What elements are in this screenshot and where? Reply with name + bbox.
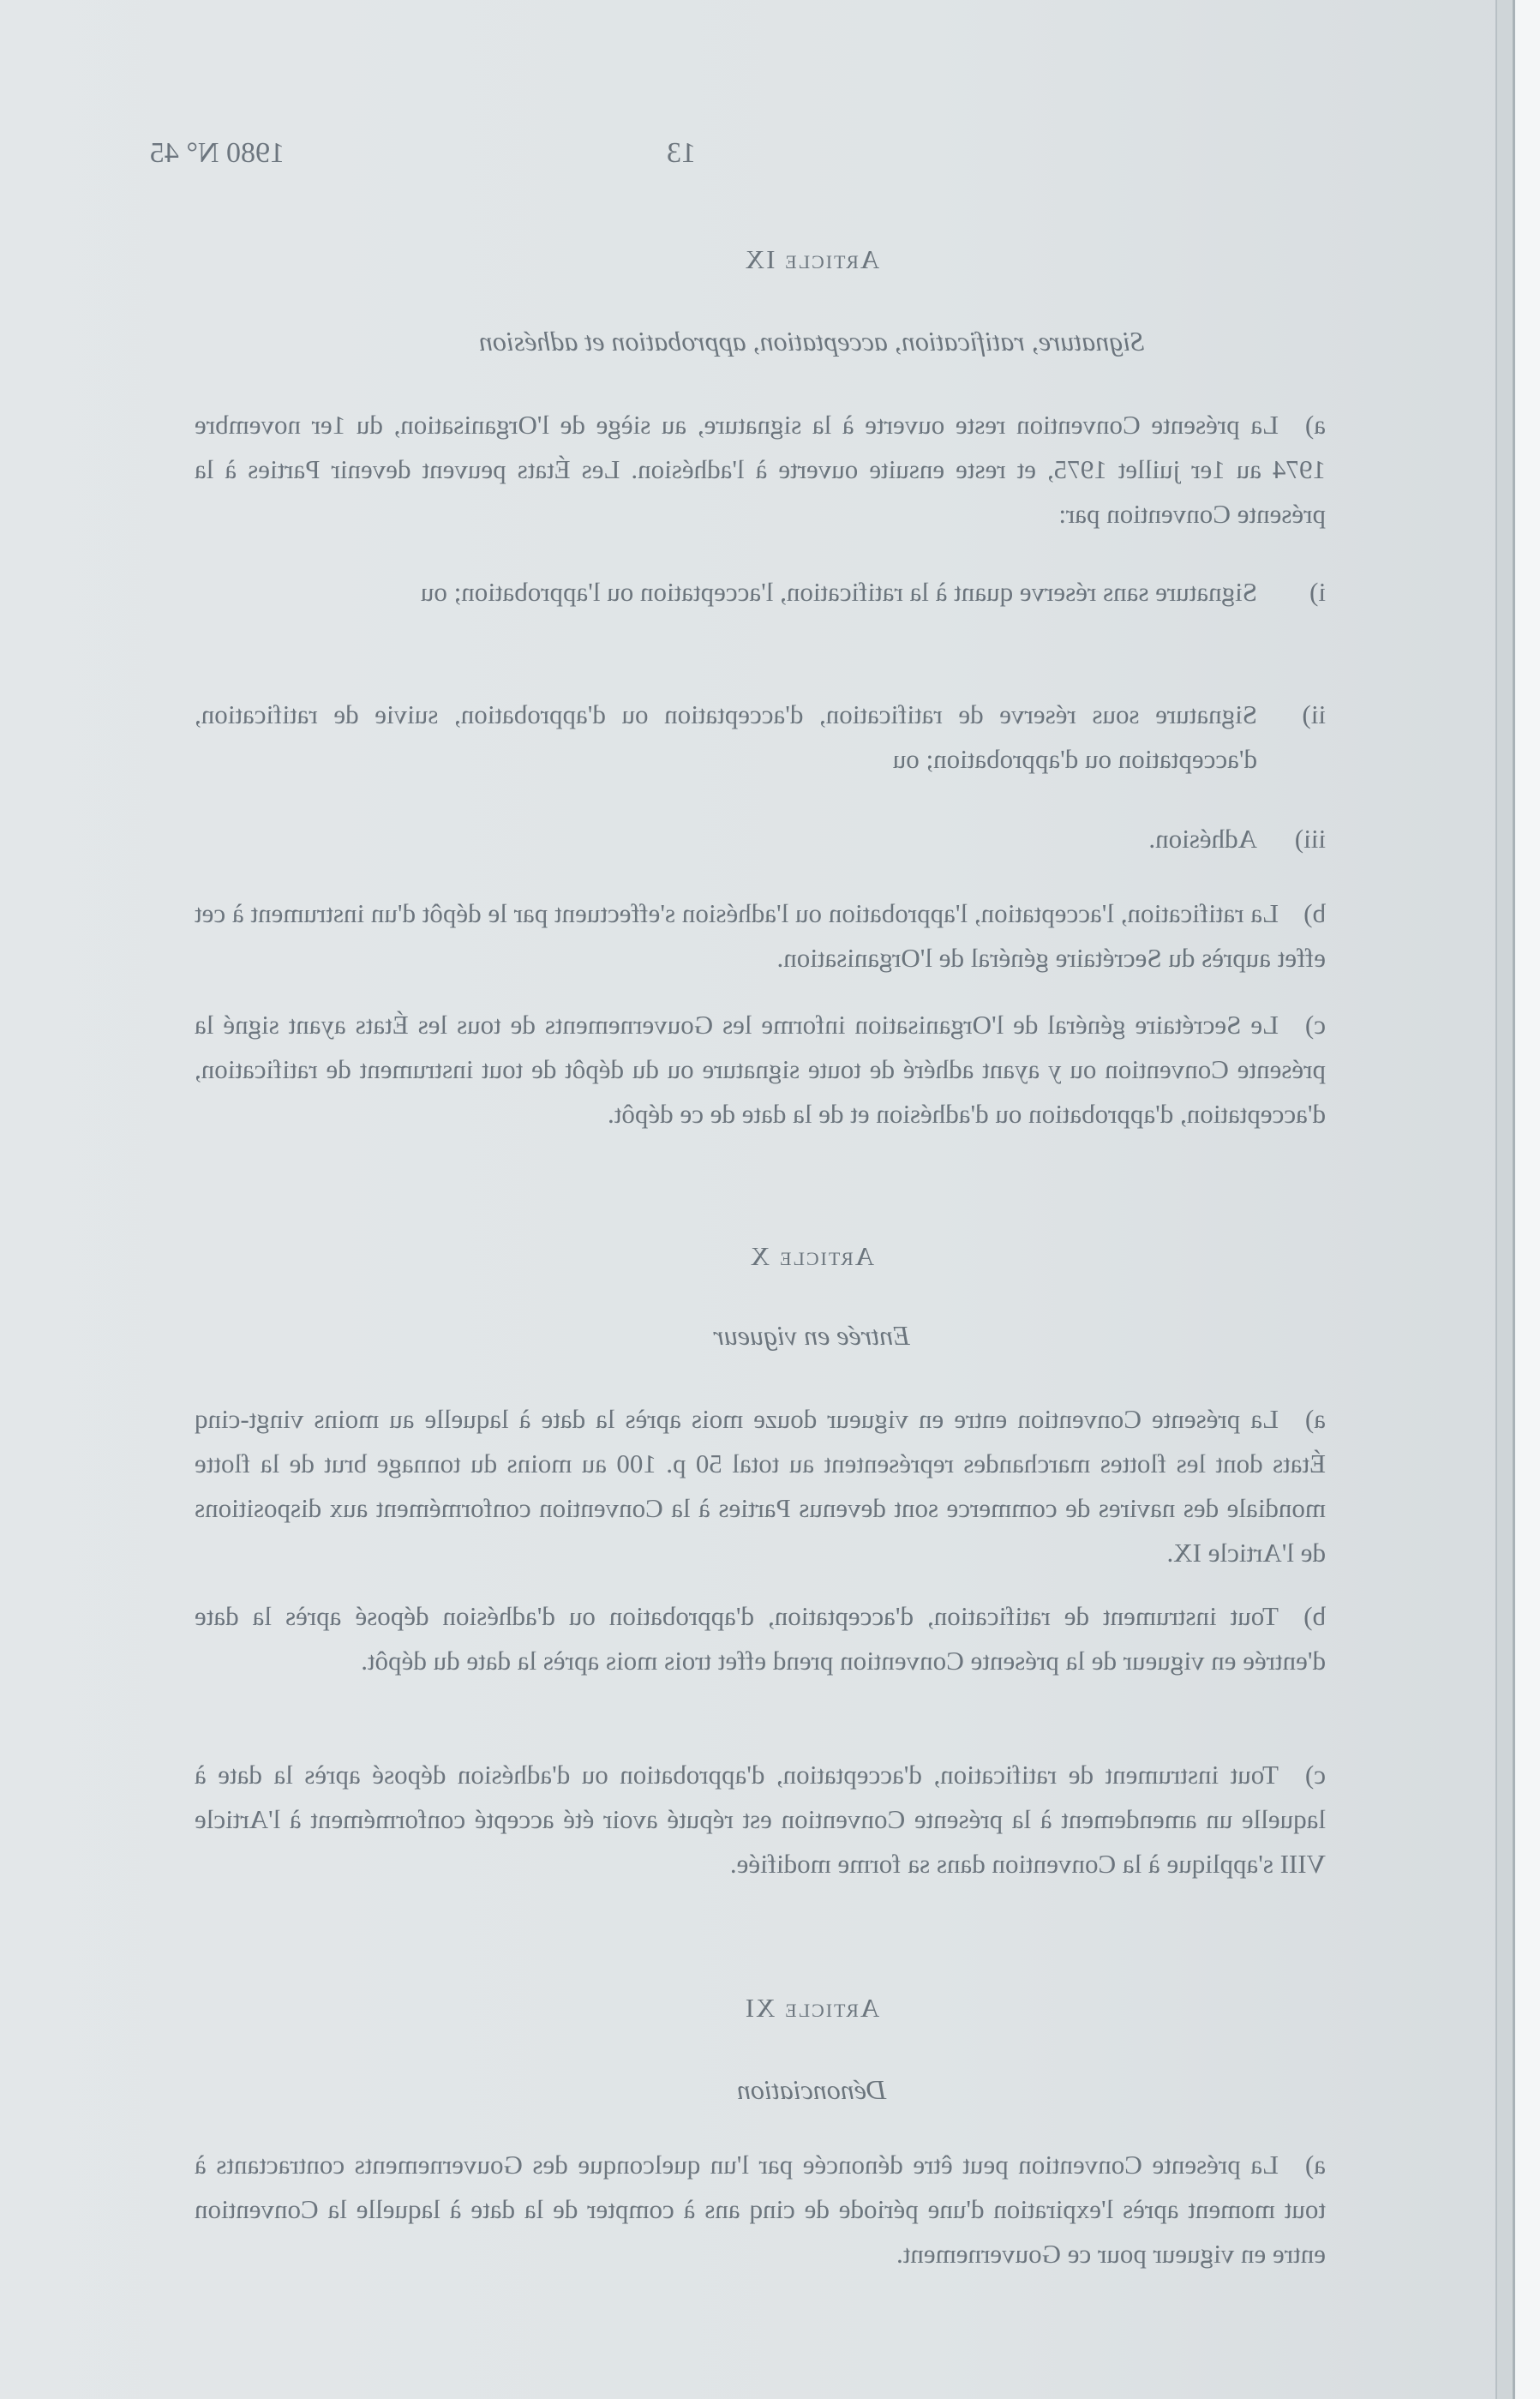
article-x-para-b bbox=[195, 1594, 1326, 1683]
article-ix-para-b bbox=[195, 891, 1326, 981]
item-text: Adhésion. bbox=[1148, 824, 1257, 854]
article-x-para-a bbox=[195, 1397, 1326, 1575]
page-edge bbox=[1513, 0, 1540, 2399]
para-text: La présente Convention peut être dénoncée par l'un quelconque des Gouvernements contractants à tout moment après l'expiration d'une période de cinq ans à compter de la date à laquelle la Convention entre en vigueur pour ce Gouvernement. bbox=[195, 2150, 1326, 2269]
article-xi-subtitle: Dénonciation bbox=[736, 2074, 887, 2105]
para-text: La présente Convention reste ouverte à la signature, au siège de l'Organisation, du 1er novembre 1974 au 1er juillet 1975, et reste ensuite ouverte à l'adhésion. Les États peuvent devenir Parties à la présente Convention par: bbox=[195, 410, 1326, 529]
item-text: Signature sous réserve de ratification, d'acceptation ou d'approbation, suivie de ratification, d'acceptation ou d'approbation; ou bbox=[195, 699, 1257, 774]
article-ix-para-a bbox=[195, 403, 1326, 537]
page-gutter-shadow bbox=[1495, 0, 1514, 2399]
article-xi-heading: Article XI bbox=[743, 1993, 880, 2023]
para-text: La ratification, l'acceptation, l'approbation ou l'adhésion s'effectuent par le dépôt d'un instrument à cet effet auprès du Secrétaire général de l'Organisation. bbox=[195, 898, 1326, 973]
article-ix-heading: Article IX bbox=[743, 244, 880, 274]
article-ix-item-i bbox=[195, 570, 1326, 615]
article-xi-para-a bbox=[195, 2143, 1326, 2276]
article-ix-item-iii bbox=[195, 817, 1326, 861]
item-label: i) bbox=[1309, 577, 1326, 607]
article-ix-item-ii bbox=[195, 693, 1326, 782]
para-text: Le Secrétaire général de l'Organisation informe les Gouvernements de tous les États ayant signé la présente Convention ou y ayant adhéré de toute signature ou du dépôt de tout instrument de ratification, d'acceptation, d'approbation ou d'adhésion et de la date de ce dépôt. bbox=[195, 1010, 1326, 1129]
para-label: c) bbox=[1304, 1010, 1326, 1040]
para-text: La présente Convention entre en vigueur douze mois après la date à laquelle au moins vingt-cinq États dont les flottes marchandes représentent au total 50 p. 100 au moins du tonnage brut de la flotte mondiale des navires de commerce sont devenus Parties à la Convention conformément aux dispositions de l'Article IX. bbox=[195, 1404, 1326, 1568]
article-x-heading: Article X bbox=[748, 1241, 875, 1271]
para-label: b) bbox=[1303, 1601, 1326, 1631]
para-label: a) bbox=[1304, 1404, 1326, 1434]
item-label: iii) bbox=[1294, 824, 1326, 854]
item-label: ii) bbox=[1302, 699, 1326, 729]
para-label: b) bbox=[1303, 898, 1326, 928]
para-label: a) bbox=[1304, 2150, 1326, 2180]
article-ix-subtitle: Signature, ratification, acceptation, approbation et adhésion bbox=[478, 326, 1145, 357]
article-x-subtitle: Entrée en vigueur bbox=[713, 1320, 910, 1351]
page-number: 13 bbox=[667, 137, 696, 169]
para-text: Tout instrument de ratification, d'acceptation, d'approbation ou d'adhésion déposé après la date à laquelle un amendement à la présente Convention est réputé avoir été accepté conformément à l'Article VIII s'applique à la Convention dans sa forme modifiée. bbox=[195, 1760, 1326, 1879]
para-text: Tout instrument de ratification, d'acceptation, d'approbation ou d'adhésion déposé après la date d'entrée en vigueur de la présente Convention prend effet trois mois après la date du dépôt. bbox=[195, 1601, 1326, 1676]
article-ix-para-c bbox=[195, 1003, 1326, 1137]
article-x-para-c bbox=[195, 1753, 1326, 1886]
running-head-year: 1980 N° 45 bbox=[149, 137, 285, 169]
item-text: Signature sans réserve quant à la ratification, l'acceptation ou l'approbation; ou bbox=[420, 577, 1257, 607]
para-label: c) bbox=[1304, 1760, 1326, 1790]
para-label: a) bbox=[1304, 410, 1326, 440]
